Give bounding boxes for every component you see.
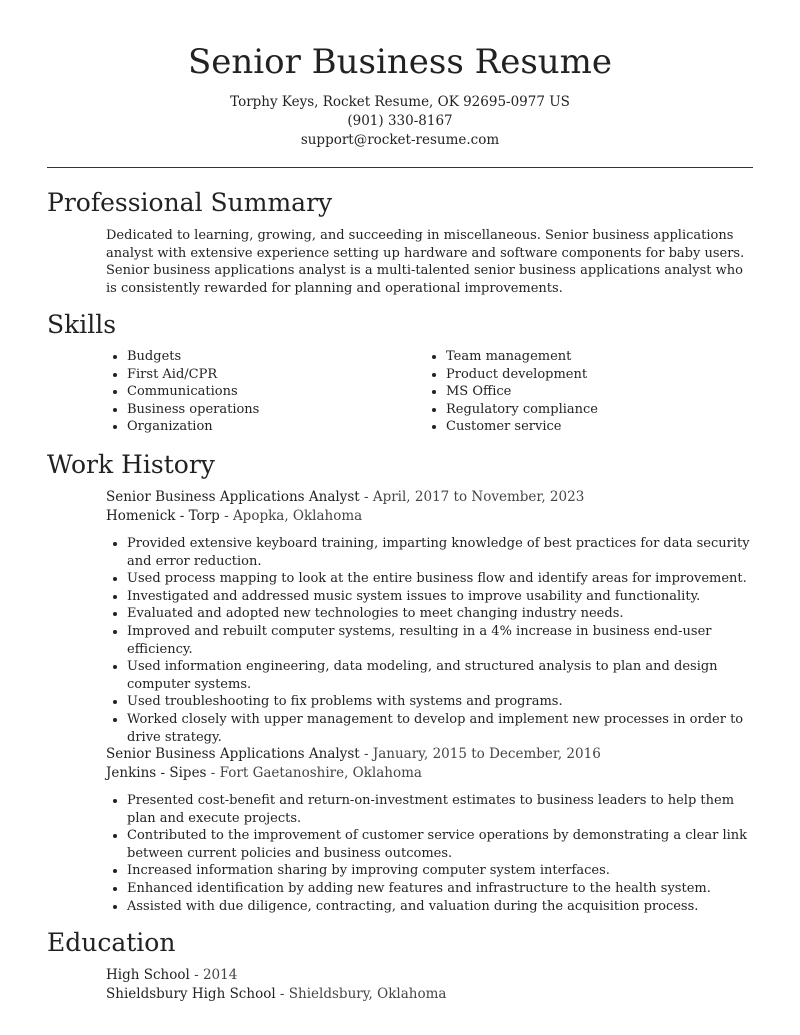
duty-item: • Used process mapping to look at the entire business flow and identify areas for improvement. bbox=[127, 570, 752, 588]
skill-item: • MS Office bbox=[446, 383, 746, 401]
duty-item: • Improved and rebuilt computer systems, resulting in a 4% increase in business end-user efficiency. bbox=[127, 623, 752, 658]
skills-list-right bbox=[425, 348, 746, 436]
job-location: Apopka, Oklahoma bbox=[232, 508, 363, 524]
skill-item: • Organization bbox=[127, 418, 417, 436]
duty-item: • Assisted with due diligence, contracting, and valuation during the acquisition process. bbox=[127, 898, 752, 916]
job-duties-list bbox=[106, 792, 752, 915]
duty-item: • Worked closely with upper management to develop and implement new processes in order to drive strategy. bbox=[127, 711, 752, 746]
education-year: 2014 bbox=[202, 967, 238, 983]
contact-phone: (901) 330-8167 bbox=[347, 113, 453, 129]
job-title-line: Senior Business Applications Analyst - January, 2015 to December, 2016 bbox=[106, 746, 601, 762]
job-company: Jenkins - Sipes bbox=[106, 765, 207, 781]
resume-title: Senior Business Resume bbox=[187, 42, 613, 82]
job-role: Senior Business Applications Analyst bbox=[106, 489, 360, 505]
job-company: Homenick - Torp bbox=[106, 508, 220, 524]
education-school: Shieldsbury High School bbox=[106, 986, 276, 1002]
skill-item: • Budgets bbox=[127, 348, 417, 366]
job-dates: April, 2017 to November, 2023 bbox=[372, 489, 585, 505]
header-divider bbox=[47, 167, 753, 168]
job-company-line: Jenkins - Sipes - Fort Gaetanoshire, Oklahoma bbox=[106, 765, 422, 781]
education-degree-line: High School - 2014 bbox=[106, 967, 238, 983]
skill-item: • Regulatory compliance bbox=[446, 401, 746, 419]
skill-item: • Product development bbox=[446, 366, 746, 384]
work-history-heading: Work History bbox=[47, 450, 215, 479]
skills-list-left bbox=[106, 348, 417, 436]
education-school-line: Shieldsbury High School - Shieldsbury, Oklahoma bbox=[106, 986, 447, 1002]
skill-item: • Team management bbox=[446, 348, 746, 366]
education-heading: Education bbox=[47, 928, 176, 957]
job-company-line: Homenick - Torp - Apopka, Oklahoma bbox=[106, 508, 363, 524]
education-location: Shieldsbury, Oklahoma bbox=[288, 986, 447, 1002]
job-dates: January, 2015 to December, 2016 bbox=[372, 746, 601, 762]
summary-text: Dedicated to learning, growing, and succeeding in miscellaneous. Senior business applications analyst with extensive experience setting up hardware and software components for baby users. Senior business applications analyst is a multi-talented senior business applications analyst who is consistently rewarded for planning and operational improvements. bbox=[106, 228, 745, 296]
job-title-line: Senior Business Applications Analyst - April, 2017 to November, 2023 bbox=[106, 489, 585, 505]
duty-item: • Contributed to the improvement of customer service operations by demonstrating a clear link between current policies and business outcomes. bbox=[127, 827, 752, 862]
contact-address: Torphy Keys, Rocket Resume, OK 92695-0977 US bbox=[230, 94, 570, 110]
skill-item: • First Aid/CPR bbox=[127, 366, 417, 384]
skill-item: • Customer service bbox=[446, 418, 746, 436]
duty-item: • Investigated and addressed music system issues to improve usability and functionality. bbox=[127, 588, 752, 606]
duty-item: • Increased information sharing by improving computer system interfaces. bbox=[127, 862, 752, 880]
contact-email: support@rocket-resume.com bbox=[300, 132, 500, 148]
job-role: Senior Business Applications Analyst bbox=[106, 746, 360, 762]
duty-item: • Evaluated and adopted new technologies to meet changing industry needs. bbox=[127, 605, 752, 623]
duty-item: • Used troubleshooting to fix problems with systems and programs. bbox=[127, 693, 752, 711]
summary-heading: Professional Summary bbox=[47, 188, 333, 217]
duty-item: • Provided extensive keyboard training, imparting knowledge of best practices for data security and error reduction. bbox=[127, 535, 752, 570]
duty-item: • Presented cost-benefit and return-on-investment estimates to business leaders to help them plan and execute projects. bbox=[127, 792, 752, 827]
job-location: Fort Gaetanoshire, Oklahoma bbox=[219, 765, 422, 781]
skill-item: • Business operations bbox=[127, 401, 417, 419]
duty-item: • Enhanced identification by adding new features and infrastructure to the health system. bbox=[127, 880, 752, 898]
job-duties-list bbox=[106, 535, 752, 746]
skills-heading: Skills bbox=[47, 310, 117, 339]
skill-item: • Communications bbox=[127, 383, 417, 401]
duty-item: • Used information engineering, data modeling, and structured analysis to plan and design computer systems. bbox=[127, 658, 752, 693]
education-degree: High School bbox=[106, 967, 190, 983]
